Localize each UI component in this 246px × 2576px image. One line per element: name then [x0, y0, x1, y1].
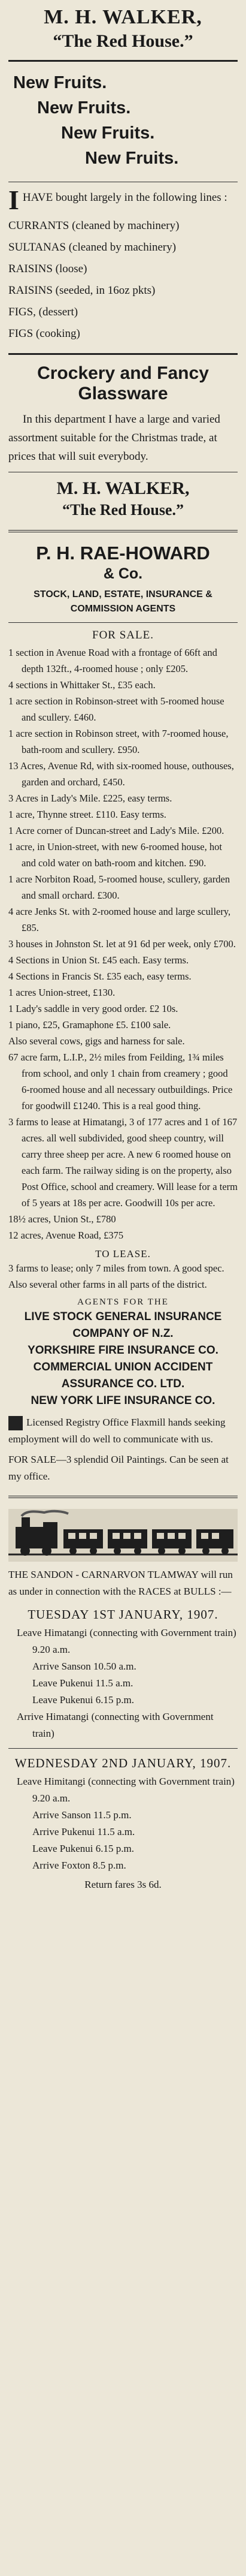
- fruits-block: [8, 70, 238, 171]
- goods-list: [8, 215, 238, 345]
- agency-name: YORKSHIRE FIRE INSURANCE CO.: [28, 1344, 218, 1357]
- timetable-row: Arrive Sanson 11.5 p.m.: [32, 1809, 132, 1821]
- divider: [8, 60, 238, 62]
- listing-item: 1 acre section in Robinson street, with 7-roomed house, bath-room and scullery. £950.: [8, 728, 229, 755]
- timetable-row: Arrive Himatangi (connecting with Government train): [17, 1711, 214, 1739]
- lease-list: [8, 1260, 238, 1292]
- listing-item: 1 acre Norbiton Road, 5-roomed house, scullery, garden and small orchard. £300.: [8, 873, 230, 901]
- timetable-row: Leave Pukenui 6.15 p.m.: [32, 1694, 134, 1706]
- listing-item: 13 Acres, Avenue Rd, with six-roomed house, outhouses, garden and orchard, £450.: [8, 760, 234, 788]
- timetable-row: Leave Pukenui 11.5 a.m.: [32, 1677, 133, 1689]
- goods-item: RAISINS (loose): [8, 263, 87, 275]
- paintings-note: FOR SALE—3 splendid Oil Paintings. Can be seen at my office.: [8, 1454, 229, 1482]
- for-sale-heading: FOR SALE.: [92, 629, 154, 641]
- walker-advertisement: [8, 6, 238, 519]
- rae-howard-advertisement: [8, 543, 238, 1485]
- goods-item: CURRANTS (cleaned by machinery): [8, 219, 180, 232]
- walker-closing-house: “The Red House.”: [62, 501, 184, 519]
- tramway-intro: THE SANDON - CARNARVON TLAMWAY will run as under in connection with the RACES at BULLS :—: [8, 1569, 233, 1597]
- timetable-row: Arrive Pukenui 11.5 a.m.: [32, 1826, 135, 1837]
- firm-name: P. H. RAE-HOWARD: [36, 543, 210, 564]
- goods-item: FIGS, (dessert): [8, 306, 78, 318]
- tramway-advertisement: [8, 1509, 238, 1893]
- to-lease-heading: TO LEASE.: [95, 1248, 151, 1260]
- listing-item: 4 Sections in Union St. £45 each. Easy terms.: [8, 954, 189, 966]
- listing-item: 3 houses in Johnston St. let at 91 6d per week, only £700.: [8, 938, 236, 950]
- listing-item: 1 piano, £25, Gramaphone £5. £100 sale.: [8, 1019, 171, 1031]
- agency-name: LIVE STOCK GENERAL INSURANCE COMPANY OF N.Z.: [24, 1310, 222, 1340]
- divider: [8, 622, 238, 623]
- return-fare: Return fares 3s 6d.: [84, 1879, 162, 1890]
- registry-stamp-icon: [8, 1416, 23, 1430]
- goods-item: FIGS (cooking): [8, 327, 80, 340]
- timetable-row: Arrive Sanson 10.50 a.m.: [32, 1661, 136, 1672]
- crockery-text: In this department I have a large and varied assortment suitable for the Christmas trade, at prices that will suit everybody.: [8, 413, 220, 463]
- day-two-heading: WEDNESDAY 2ND JANUARY, 1907.: [14, 1756, 232, 1770]
- listing-item: 1 acre section in Robinson-street with 5-roomed house and scullery. £460.: [8, 695, 224, 723]
- walker-closing-name: M. H. WALKER,: [56, 478, 190, 498]
- listings: [8, 644, 238, 1243]
- divider: [8, 353, 238, 355]
- ad-separator: [8, 1496, 238, 1498]
- listing-item: 1 Lady's saddle in very good order. £2 10s.: [8, 1003, 178, 1014]
- goods-item: RAISINS (seeded, in 16oz pkts): [8, 284, 156, 297]
- agency-name: COMMERCIAL UNION ACCIDENT ASSURANCE CO. LTD.: [33, 1361, 213, 1390]
- agency-name: NEW YORK LIFE INSURANCE CO.: [31, 1394, 215, 1407]
- bought-intro: [8, 185, 238, 215]
- timetable-row: Leave Pukenui 6.15 p.m.: [32, 1843, 134, 1854]
- day-two-timetable: [8, 1773, 238, 1874]
- walker-name: M. H. WALKER,: [44, 6, 202, 28]
- listing-item: 1 acre, in Union-street, with new 6-roomed house, hot and cold water on bath-room and kitchen. £90.: [8, 841, 222, 869]
- lease-item: 3 farms to lease; only 7 miles from town. A good spec.: [8, 1263, 224, 1274]
- listing-item: 1 section in Avenue Road with a frontage of 66ft and depth 132ft., 4-roomed house ; only £205.: [8, 647, 217, 674]
- listing-item: 1 acres Union-street, £130.: [8, 987, 116, 998]
- listing-item: Also several cows, gigs and harness for sale.: [8, 1035, 185, 1047]
- fruit-line: New Fruits.: [37, 98, 131, 117]
- lease-item: Also several other farms in all parts of the district.: [8, 1279, 207, 1290]
- agents-heading: AGENTS FOR THE: [77, 1297, 169, 1307]
- listing-item: 1 acre, Thynne street. £110. Easy terms.: [8, 809, 166, 820]
- listing-item: 1 Acre corner of Duncan-street and Lady's Mile. £200.: [8, 825, 224, 836]
- timetable-row: Arrive Foxton 8.5 p.m.: [32, 1860, 126, 1871]
- bought-intro-text: HAVE bought largely in the following lines :: [22, 191, 227, 204]
- timetable-row: Leave Himitangi (connecting with Government train) 9.20 a.m.: [17, 1776, 235, 1804]
- listing-item: 3 farms to lease at Himatangi, 3 of 177 acres and 1 of 167 acres. all well subdivided, good sheep country, will carry three sheep per acre. A new 6 roomed house on each farm. The railway siding is on the property, also Post Office, school and creamery. Will lease for a term of 5 years at 18s per acre. Goodwill 10s per acre.: [8, 1116, 238, 1209]
- ad-separator: [8, 530, 238, 532]
- listing-item: 4 acre Jenks St. with 2-roomed house and large scullery, £85.: [8, 906, 231, 933]
- firm-suffix: & Co.: [103, 565, 143, 582]
- registry-text: Licensed Registry Office Flaxmill hands seeking employment will do well to communicate with us.: [8, 1417, 226, 1445]
- registry-office-note: [8, 1414, 238, 1448]
- fruit-line: New Fruits.: [61, 123, 155, 143]
- listing-item: 4 sections in Whittaker St., £35 each.: [8, 679, 156, 691]
- fruit-line: New Fruits.: [85, 149, 179, 168]
- listing-item: 4 Sections in Francis St. £35 each, easy terms.: [8, 971, 192, 982]
- day-one-timetable: [8, 1625, 238, 1742]
- fruit-line: New Fruits.: [13, 73, 107, 92]
- train-engraving-icon: [8, 1509, 238, 1562]
- walker-house-name: “The Red House.”: [53, 31, 193, 51]
- listing-item: 3 Acres in Lady's Mile. £225, easy terms.: [8, 793, 172, 804]
- listing-item: 67 acre farm, L.I.P., 2½ miles from Feilding, 1¾ miles from school, and only 1 chain from creamery ; good 6-roomed house and all necessary outbuildings. Price for goodwill £1240. This is a real good thing.: [8, 1052, 233, 1111]
- divider: [8, 1748, 238, 1749]
- day-one-heading: TUESDAY 1ST JANUARY, 1907.: [28, 1607, 218, 1622]
- drop-cap: I: [8, 185, 19, 215]
- firm-subtitle: STOCK, LAND, ESTATE, INSURANCE & COMMISSION AGENTS: [34, 589, 212, 614]
- listing-item: 12 acres, Avenue Road, £375: [8, 1230, 124, 1241]
- crockery-heading: Crockery and Fancy Glassware: [37, 363, 209, 403]
- goods-item: SULTANAS (cleaned by machinery): [8, 241, 177, 254]
- listing-item: 18½ acres, Union St., £780: [8, 1213, 116, 1225]
- timetable-row: Leave Himatangi (connecting with Government train) 9.20 a.m.: [17, 1627, 236, 1655]
